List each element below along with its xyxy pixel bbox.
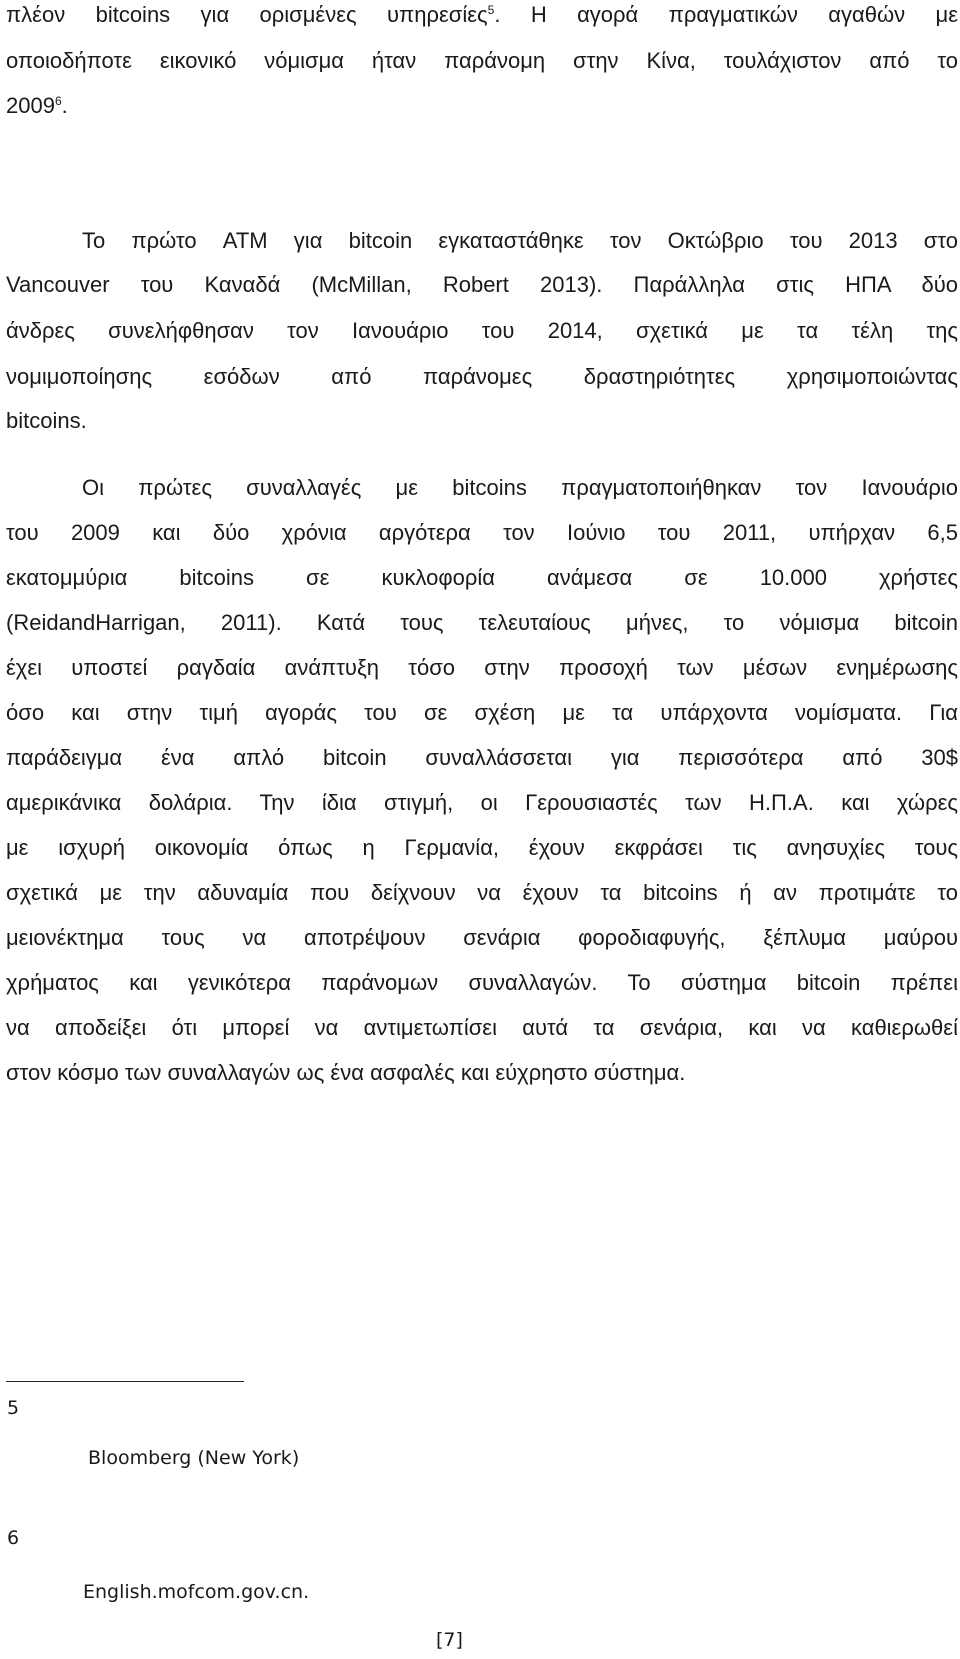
body-text-line: αμερικάνικα δολάρια. Την ίδια στιγμή, οι Γερουσιαστές των Η.Π.Α. και χώρες [6,790,958,815]
footnote-text[interactable]: English.mofcom.gov.cn. [83,1581,310,1603]
body-text-line: να αποδείξει ότι μπορεί να αντιμετωπίσει αυτά τα σενάρια, και να καθιερωθεί [6,1015,958,1040]
body-text-line: χρήματος και γενικότερα παράνομων συναλλαγών. Το σύστημα bitcoin πρέπει [6,970,958,995]
footnote-separator [6,1381,244,1382]
body-text-line: μειονέκτημα τους να αποτρέψουν σενάρια φοροδιαφυγής, ξέπλυμα μαύρου [6,925,958,950]
footnote-number: 6 [7,1527,20,1549]
body-text-line: (ReidandHarrigan, 2011). Κατά τους τελευταίους μήνες, το νόμισμα bitcoin [6,610,958,635]
body-text-line: Vancouver του Καναδά (McMillan, Robert 2013). Παράλληλα στις ΗΠΑ δύο [6,272,958,297]
page-number: [7] [436,1629,463,1651]
body-text-line: του 2009 και δύο χρόνια αργότερα τον Ιούνιο του 2011, υπήρχαν 6,5 [6,520,958,545]
body-text-line: bitcoins. [6,408,87,433]
body-text-line: εκατομμύρια bitcoins σε κυκλοφορία ανάμεσα σε 10.000 χρήστες [6,565,958,590]
body-text-line: οποιοδήποτε εικονικό νόμισμα ήταν παράνομη στην Κίνα, τουλάχιστον από το [6,48,958,73]
footnote-number: 5 [7,1397,20,1419]
body-text-line: όσο και στην τιμή αγοράς του σε σχέση με τα υπάρχοντα νομίσματα. Για [6,700,958,725]
body-text-line: στον κόσμο των συναλλαγών ως ένα ασφαλές και εύχρηστο σύστημα. [6,1060,686,1085]
body-text-line: με ισχυρή οικονομία όπως η Γερμανία, έχουν εκφράσει τις ανησυχίες τους [6,835,958,860]
body-text-line: σχετικά με την αδυναμία που δείχνουν να έχουν τα bitcoins ή αν προτιμάτε το [6,880,958,905]
body-text-line: πλέον bitcoins για ορισμένες υπηρεσίες$^5$. Η αγορά πραγματικών αγαθών με [6,2,959,27]
body-text-line: έχει υποστεί ραγδαία ανάπτυξη τόσο στην προσοχή των μέσων ενημέρωσης [6,655,958,680]
body-text-line: 2009$^6$. [6,93,68,118]
body-text-line: Το πρώτο ATM για bitcoin εγκαταστάθηκε τον Οκτώβριο του 2013 στο [82,228,958,253]
footnote-ref-6[interactable]: 6 [54,94,62,108]
footnote-text: Bloomberg (New York) [88,1447,300,1469]
body-text-line: παράδειγμα ένα απλό bitcoin συναλλάσσεται για περισσότερα από 30$ [6,745,958,770]
body-text-line: νομιμοποίησης εσόδων από παράνομες δραστηριότητες χρησιμοποιώντας [6,364,958,389]
footnote-ref-5[interactable]: 5 [487,3,495,17]
body-text-line: άνδρες συνελήφθησαν τον Ιανουάριο του 2014, σχετικά με τα τέλη της [6,318,958,343]
body-text-line: Οι πρώτες συναλλαγές με bitcoins πραγματοποιήθηκαν τον Ιανουάριο [82,475,958,500]
